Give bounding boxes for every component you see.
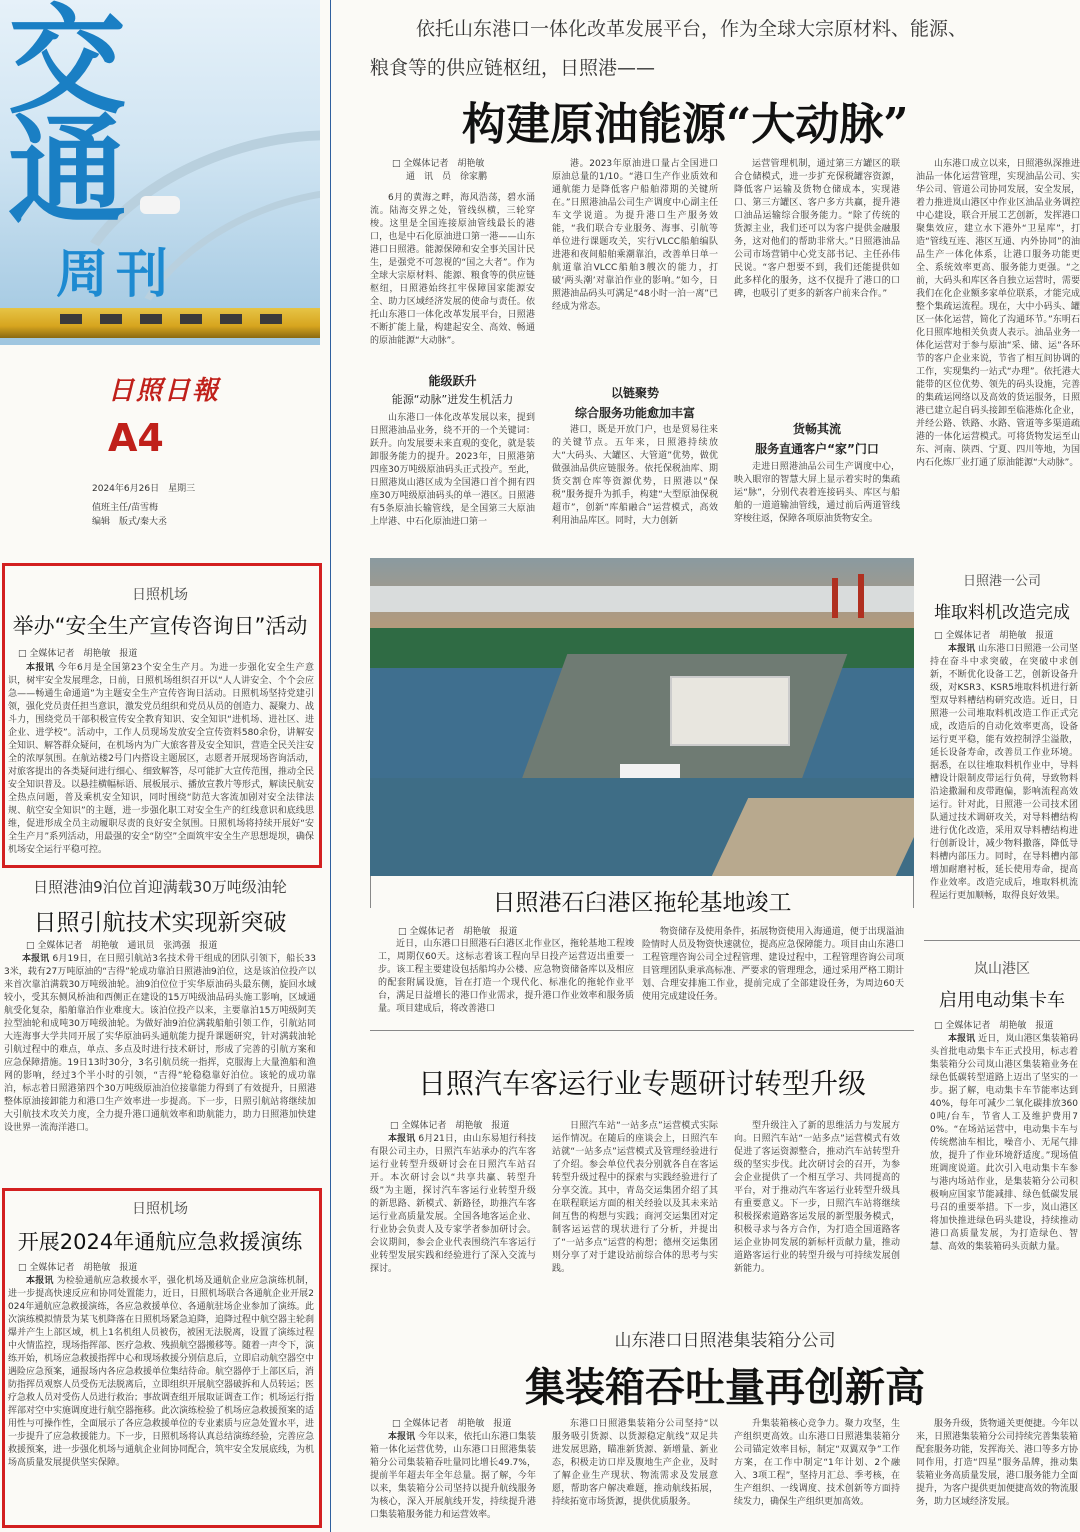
train-window xyxy=(220,314,242,324)
train-window xyxy=(140,314,162,324)
article-title: 举办“安全生产宣传咨询日”活动 xyxy=(12,614,308,638)
lead-byline-2: 通 讯 员 徐家鹏 xyxy=(406,172,488,182)
lead-tag: 本报讯 xyxy=(26,663,55,673)
article-body xyxy=(8,1275,314,1522)
lead-tag: 本报讯 xyxy=(26,1276,54,1286)
photo-building xyxy=(670,676,790,746)
article-text: 为检验通航应急救援水平，强化机场及通航企业应急演练机制，进一步提高快速反应和协同处置能力，近日，日照机场联合各通航企业开展2024年通航应急救援演练，各应急救援单位、各通航驻场企业参加了演练。此次演练模拟情景为某飞机降落在日照机场紧急迫降，追降过程中航空器主轮刹爆并产生上部区域，机上1名机组人员被伤，被困无法脱离，设置了演练过程中火情监控，现场指挥部、医疗急救、残损航空器搬移等。随着一声令下，演练开始，机场应急救援指挥中心和现场救援分别信息后，立即启动航空器空中遇险应急预案，通报场内各应急救援单位集结待命。航空器停于上部区后，消防指挥员观察人员受伤无法脱离后，立即组织开展航空器破拆和人员转运；医疗急救人员对受伤人员进行救治；事故调查组开展取证调查工作；机场运行指挥部对空中实施调度进行航空器拖移。此次演练检验了机场应急救援预案的适用性与可操作性，全面展示了各应急救援单位的专业素质与应急处置水平，进一步提升了应急救援能力。下一步，日照机场将认真总结演练经验，完善应急救援预案，进一步强化机场与通航企业间协同配合，筑牢安全发展底线，为机场高质量发展提供坚实保障。 xyxy=(8,1276,314,1468)
article-title: 日照引航技术实现新突破 xyxy=(33,910,287,936)
lead-tag: 本报讯 xyxy=(388,1134,416,1144)
lead-column-3b: 走进日照港油品公司生产调度中心，映入眼帘的智慧大屏上显示着实时的集疏运“脉”，分别代表着连接码头、库区与船舶的一道道输油管线，通过前后两道管线穿梭往返，保障各项原油货物安全。 xyxy=(734,462,900,524)
article-byline: □ 全媒体记者 胡艳敏 报道 xyxy=(934,631,1054,641)
article-byline: □ 全媒体记者 胡艳敏 报道 xyxy=(18,649,138,659)
article-kicker: 日照港一公司 xyxy=(962,574,1041,589)
lead-tag: 本报讯 xyxy=(948,1034,976,1044)
lead-subhead-2: 以链聚势 xyxy=(610,386,659,400)
lead-tag: 本报讯 xyxy=(22,954,50,964)
article-body xyxy=(4,953,316,1173)
caption-frame-bottom xyxy=(370,1030,914,1031)
article-body xyxy=(8,662,314,862)
tugboat-base-photo xyxy=(370,558,914,876)
article-byline: □ 全媒体记者 胡艳敏 报道 xyxy=(18,1263,138,1273)
article-body xyxy=(930,1033,1078,1283)
article-kicker: 日照机场 xyxy=(132,587,188,603)
newspaper-logo: 日照日報 xyxy=(108,376,221,406)
lead-subhead-1b: 能源“动脉”迸发生机活力 xyxy=(391,393,514,406)
train-window xyxy=(180,314,202,324)
issue-date: 2024年6月26日 星期三 xyxy=(92,484,196,494)
container-column-2: 东港口日照港集装箱分公司坚持“以服务吸引货源、以货源稳定航线”双足共进发展思路，瞄准新货源、新增量、新业态，积极走访口岸及腹地生产企业，及时了解企业生产现状、物流需求及发展意愿，帮助客户解决难题，推动航线拓展，持续拓宽市场货源，提供优质服务。 xyxy=(552,1419,718,1507)
article-title: 集装箱吞吐量再创新高 xyxy=(525,1364,925,1411)
lead-column-4: 山东港口成立以来，日照港纵深推进油品一体化运营管理，实现油品公司、实华公司、管道公司协同发展，安全发展，着力推进岚山港区中作业区油品业务调控中心建设，联合开展工艺创新，发挥港口聚集效应，建立水下港外“卫星库”，打造“管线互连、港区互通、内外协同”的油品生产一体化体系，让港口服务功能更全、系统效率更高、服务能力更强。“之前，大码头和库区各自独立运营时，需要我们在化企业额多家单位联系，才能完成整个集疏运流程。现在，大中小码头、罐区一体化运营，简化了沟通环节。”东明石化日照库地相关负责人表示。油品业务一体化运营对于参与原油“采、储、运”各环节的客户企业来说，节省了相互间协调的工作，实现集约一站式“办理”。依托港大能带的区位优势、领先的码头设施，完善的集疏运网络以及高效的货运服务，日照港已建立起自码头接卸至临港炼化企业，并经公路、铁路、水路、管道等多渠道疏港的一体化运营模式。可将货物发运至山东、河南、陕西、宁夏、四川等地，为国内石化炼厂业打通了原油能源“大动脉”。 xyxy=(916,159,1080,468)
masthead-weekly: 周刊 xyxy=(56,245,177,305)
article-text: 今年6月是全国第23个安全生产月。为进一步强化安全生产意识，树牢安全发展理念，日前，日照机场组织召开以“人人讲安全、个个会应急——畅通生命通道”为主题安全生产宣传咨询日活动。日照机场坚持党建引领，强化党员责任担当意识，激发党员组织和党员从员的创造力、凝聚力、战斗力，围绕党员干部积极宣传安全教育知识、安全知识“进机场、进社区、进企业、进学校”。活动中，工作人员现场发放安全宣传资料580余份，讲解安全知识、解答群众疑问，在机场内为广大旅客普及安全知识，营造全民关注安全的浓厚氛围。在航站楼2号门内搭设主题展区，志愿者开展现场咨询活动，对旅客提出的各类疑问进行细心、细致解答，尽可能扩大宣传范围，推动全民安全知识普及。以悬挂横幅标语、展板展示、播放宣教片等形式，解读民航安全热点问题，普及乘机安全知识，同时围绕“防范大客流加剧对安全法律法规、航空安全知识”的主题，进一步强化职工对安全生产的红线意识和底线思维，促进形成全员主动履职尽责的良好安全氛围。日照机场将持续开展好“安全生产月”系列活动，用最强的安全“防空”全面筑牢安全生产思想堤坝，确保机场安全运行平稳可控。 xyxy=(8,663,314,855)
container-column-1 xyxy=(370,1431,536,1527)
lead-column-3: 运营管理机制，通过第三方罐区的联合仓储模式，进一步扩充保税罐容资源，降低客户运输及货物仓储成本，实现港口、第三方罐区、客户多方共赢，提升港口油品运输综合服务能力。“除了传统的货源主业，我们还可以为客户提供金融服务，这对他们的帮助非常大。”日照港油品公司市场营销中心党支部书记、主任孙伟民说。“客户想要不到，我们还能提供如此多样化的服务，这不仅提升了港口的口碑，也吸引了更多的新客户前来合作。” xyxy=(734,159,900,299)
car-graphic xyxy=(140,196,180,214)
masthead-banner xyxy=(0,0,320,345)
duty-editor: 值班主任/苗雪梅 xyxy=(92,503,159,513)
lead-column-2: 港。2023年原油进口量占全国进口原油总量的1/10。“港口生产作业质效和通航能力是降低客户船舶滞期的关键所在。”日照港油品公司生产调度中心副主任车文学说道。为提升港口生产服务效能，“我们联合专业服务、海事、引航等单位进行课题攻关，实行VLCC船舶编队进港和夜间船舶乘潮靠泊，改善单日单一航道靠泊VLCC船舶3艘次的能力，打破‘两头潮’对靠泊作业的影响。”如今，日照港油品码头可满足“48小时一泊一离”已经成为常态。 xyxy=(552,159,718,312)
container-column-3: 升集装箱核心竞争力。聚力攻坚，生产组织更高效。山东港口日照港集装箱分公司锚定效率目标，制定“双翼双争”工作方案，在工作中制定“1年计划、2个融入、3项工程”，坚持月汇总、季考核，在生产组织、一线调度、技术创新等方面持续发力，确保生产组织更加高效。 xyxy=(734,1419,900,1507)
article-byline: □ 全媒体记者 胡艳敏 通讯员 张鸿强 报道 xyxy=(26,941,218,951)
lead-tag: 本报讯 xyxy=(948,644,976,654)
tug-column-2: 物资储存及使用条件，拓展物资使用入海通道，便于出现溢油险情时人员及物资快速就位，提高应急保障能力。项目由山东港口工程管理咨询公司全过程管理、建设过程中，工程管理咨询公司项目管理团队秉承高标准、严要求的管理理念，通过采用严格工期计划、合理安排施工作业，提前完成了全部建设任务，为周边60天使用完成建设任务。 xyxy=(642,927,904,1002)
auto-column-3: 型升级注入了新的思维活力与发展方向。日照汽车站“一站多点”运营模式有效促进了客运资源整合，推动汽车站转型升级的坚实步伐。此次研讨会的召开，为参会企业提供了一个相互学习、共同提高的平台，对于推动汽车客运行业转型升级具有重要意义。下一步，日照汽车站将继续积极探索道路客运发展的新型服务模式，积极寻求与各方合作，为打造全国道路客运企业协同发展的新标杆贡献力量，推动道路客运行业的转型升级与可持续发展创新能力。 xyxy=(734,1121,900,1274)
lead-subhead-3: 货畅其流 xyxy=(792,422,841,436)
article-title: 开展2024年通航应急救援演练 xyxy=(17,1230,303,1254)
article-kicker: 岚山港区 xyxy=(974,961,1030,977)
article-text: 6月21日，由山东易旭行科技有限公司主办，日照汽车站承办的汽车客运行业转型升级研讨会在日照汽车站召开。本次研讨会以“共享共赢、转型升级”为主题，探讨汽车客运行业转型升级的新思路、新模式、新路径，助推汽车客运行业高质量发展。全国各地客运企业、行业协会负责人及专家学者参加研讨会。会议期间，参会企业代表围绕汽车客运行业转型发展实践和经验进行了深入交流与探讨。 xyxy=(370,1134,536,1274)
lead-tag: 本报讯 xyxy=(388,1432,416,1442)
article-text: 今年以来，依托山东港口集装箱一体化运营优势，山东港口日照港集装箱分公司集装箱吞吐量同比增长49.7%，提前半年超去年全年总量。据了解，今年以来，集装箱分公司坚持以提升航线服务为核心，深入开展航线开发，持续提升港口集装箱服务能力和运营效率。 xyxy=(370,1432,536,1520)
article-kicker: 日照港油9泊位首迎满载30万吨级油轮 xyxy=(33,878,287,896)
article-body xyxy=(930,643,1078,921)
lead-intro-line2: 粮食等的供应链枢纽，日照港—— xyxy=(370,57,656,79)
photo-quay xyxy=(712,798,914,876)
lead-subhead-1: 能级跃升 xyxy=(428,374,477,388)
lead-intro-line1: 依托山东港口一体化改革发展平台，作为全球大宗原材料、能源、 xyxy=(416,18,968,40)
article-kicker: 日照机场 xyxy=(132,1201,188,1217)
lead-column-1b: 山东港口一体化改革发展以来，提到日照港油品业务，绕不开的一个关键词：跃升。向发展要未来直观的变化，就是装卸服务能力的提升。2023年，日照港第四座30万吨级原油码头正式投产。至此，日照港岚山港区成为全国港口首个拥有四座30万吨级原油码头的单一港区。日照港有5条原油长输管线，是全国第三大原油上岸港、中石化原油进口第一 xyxy=(370,413,535,527)
column-rule xyxy=(330,0,331,1532)
lead-byline: □ 全媒体记者 胡艳敏 xyxy=(392,159,485,169)
article-byline: □ 全媒体记者 胡艳敏 报道 xyxy=(392,1419,512,1429)
article-text: 山东港口日照港一公司坚持在奋斗中求突破，在突破中求创新，不断优化设备工艺，创新设备升级，对KSR3、KSR5堆取料机进行新型双导料槽结构研究改造。近日，日照港一公司堆取料机改造工作正式完成，改造后的自动化效率更高，设备运行更平稳，能有效控制浮尘溢散，延长设备寿命，改善员工作业环境。据悉，在以往堆取料机作业中，导料槽设计限制皮带运行负荷，导致物料沿途撒漏和皮带跑偏，影响流程高效运行。针对此，日照港一公司技术团队通过技术调研攻关，对导料槽结构进行优化改造，采用双导料槽结构进行创新设计，减少物料撒落，降低导料槽内部压力。同时，在导料槽内部增加耐磨衬板，延长使用寿命，提高作业效率。改造完成后，堆取料机流程运行更加顺畅，取得良好效果。 xyxy=(930,644,1078,901)
masthead-char-tong: 通 xyxy=(8,102,127,240)
auto-column-1 xyxy=(370,1133,536,1289)
article-text: 6月19日，在日照引航站3名技术骨干组成的团队引领下，船长333米，载有27万吨原油的“吉得”轮成功靠泊日照港油9泊位，这是该泊位投产以来首次靠泊满载30万吨级油轮。油9泊位位于实华原油码头最东侧，旋回水域较小，受其东侧风桥油和西侧正在建设的15万吨级油品码头施工影响，区域通航受化复杂，船舶靠泊作业难度大。该泊位投产以来，主要靠泊15万吨级阿芙拉型油轮和成吨30万吨级油轮。为做好油9泊位满载船舶引领工作，引航站同大连海事大学共同开展了实华原油码头通航能力提升课题研究，针对满载油轮引航过程中的难点，单点、多点及时进行技术研讨，形成了完善的引航方案和应急保障措施。19日13时30分，3名引航员统一指挥，克服海上大量渔船和渔网的影响，经过3个半小时的引领，“吉得”轮稳稳靠好泊位。该轮的成功靠泊，标志着日照港第四个30万吨级原油泊位接靠能力得到了有效提升，日照港整体原油接卸能力和港口生产效率进一步提高。下一步，日照引航站将继续加大引航技术攻关力度，全力提升港口通航效率和助航能力，助力日照港加快建设世界一流海洋港口。 xyxy=(4,954,316,1133)
article-title: 日照汽车客运行业专题研讨转型升级 xyxy=(417,1067,866,1100)
lead-subhead-2b: 综合服务功能愈加丰富 xyxy=(574,406,695,420)
layout-editor: 编辑 版式/秦大丞 xyxy=(92,517,168,527)
article-title: 启用电动集卡车 xyxy=(939,990,1065,1011)
container-column-4: 服务升级，货物通关更便捷。今年以来，日照港集装箱分公司持续完善集装箱配套服务功能，发挥海关、港口等多方协同作用，打造“四星”服务品牌，推动集装箱业务高质量发展，港口服务能力全面提升，为客户提供更加便捷高效的物流服务，助力区域经济发展。 xyxy=(916,1419,1078,1507)
article-byline: □ 全媒体记者 胡艳敏 报道 xyxy=(934,1021,1054,1031)
masthead-char-jiao: 交 xyxy=(8,0,127,130)
photo-crane xyxy=(832,578,838,618)
article-kicker: 山东港口日照港集装箱分公司 xyxy=(614,1331,836,1351)
photo-crane xyxy=(858,574,864,618)
photo-caption: 日照港石臼港区拖轮基地竣工 xyxy=(492,890,792,916)
article-text: 近日，岚山港区集装箱码头首批电动集卡车正式投用，标志着集装箱分公司岚山港区集装箱业务在绿色低碳转型道路上迈出了坚实的一步。据了解，电动集卡车节能率达到40%，每年可减少二氧化碳排放3600吨/台车，节省人工及维护费用70%。“在场站运营中，电动集卡车与传统燃油车相比，噪音小、无尾气排放，提升了作业环境舒适度。”现场值班调度说道。此次引入电动集卡车参与港内场站作业，是集装箱分公司积极响应国家节能减排、绿色低碳发展号召的重要举措。下一步，岚山港区将加快推进绿色码头建设，持续推动港口高质量发展，为打造绿色、智慧、高效的集装箱码头贡献力量。 xyxy=(930,1034,1078,1252)
lead-subhead-3b: 服务直通客户“家”门口 xyxy=(755,442,879,456)
article-title: 堆取料机改造完成 xyxy=(934,603,1070,623)
tug-column-1: 近日，山东港口日照港石臼港区北作业区，拖轮基地工程竣工，周期仅60天。这标志着该工程向早日投产运营迈出重要一步。该工程主要建设包括船坞办公楼、应急物资储备库以及相应的配套附属设施，旨在打造一个现代化、标准化的拖轮作业平台，满足日益增长的港口作业需求，提升港口作业效率和服务质量。项目建成后，将改善港口 xyxy=(378,939,634,1014)
train-window xyxy=(100,314,122,324)
lead-title: 构建原油能源“大动脉” xyxy=(462,99,909,150)
train-window xyxy=(60,314,82,324)
divider xyxy=(924,940,1080,941)
train-window xyxy=(260,314,282,324)
page-number: A4 xyxy=(108,416,164,460)
lead-column-2b: 港口，既是开放门户，也是贸易往来的关键节点。五年来，日照港持续放大“大码头、大罐区、大管道”优势，做优做强油品供应链服务。依托保税油库、期货交割仓库等资源优势，日照港以“保税”服务提升为抓手，构建“大型原油保税超市”，创新“库船融合”运营模式，高效利用油品库区。同时，大力创新 xyxy=(552,425,718,526)
article-byline: □ 全媒体记者 胡艳敏 报道 xyxy=(398,927,518,937)
auto-column-2: 日照汽车站“一站多点”运营模式实际运作情况。在随后的座谈会上，日照汽车站就“一站多点”运营模式及管理经验进行了介绍。参会单位代表分别就各自在客运转型升级过程中的探索与实践经验进行了分享交流。其中，青岛交运集团介绍了其在联程联运方面的相关经验以及其未来站间互售的构想与实践；商河交运集团对定制客运运营的现状进行了分析，并提出了“一站多点”运营的构想；德州交运集团则分享了对于建设站前综合体的思考与实践。 xyxy=(552,1121,718,1274)
lead-column-1: 6月的黄海之畔，海风浩荡，碧水涌流。陆海交界之处，管线纵横，三轮穿梭。这里是全国连接原油管线最长的港口，也是中石化原油进口第一港——山东港口日照港。能源保障和安全事关国计民生，是强党不可忽视的“国之大者”。作为全球大宗原材料、能源、粮食等的供应链枢纽，日照港始终扛牢保障国家能源安全、助力区域经济发展的使命与责任。依托山东港口一体化改革发展平台，日照港不断扩能上量，构建起安全、高效、畅通的原油能源“大动脉”。 xyxy=(370,193,535,346)
article-byline: □ 全媒体记者 胡艳敏 报道 xyxy=(390,1121,510,1131)
